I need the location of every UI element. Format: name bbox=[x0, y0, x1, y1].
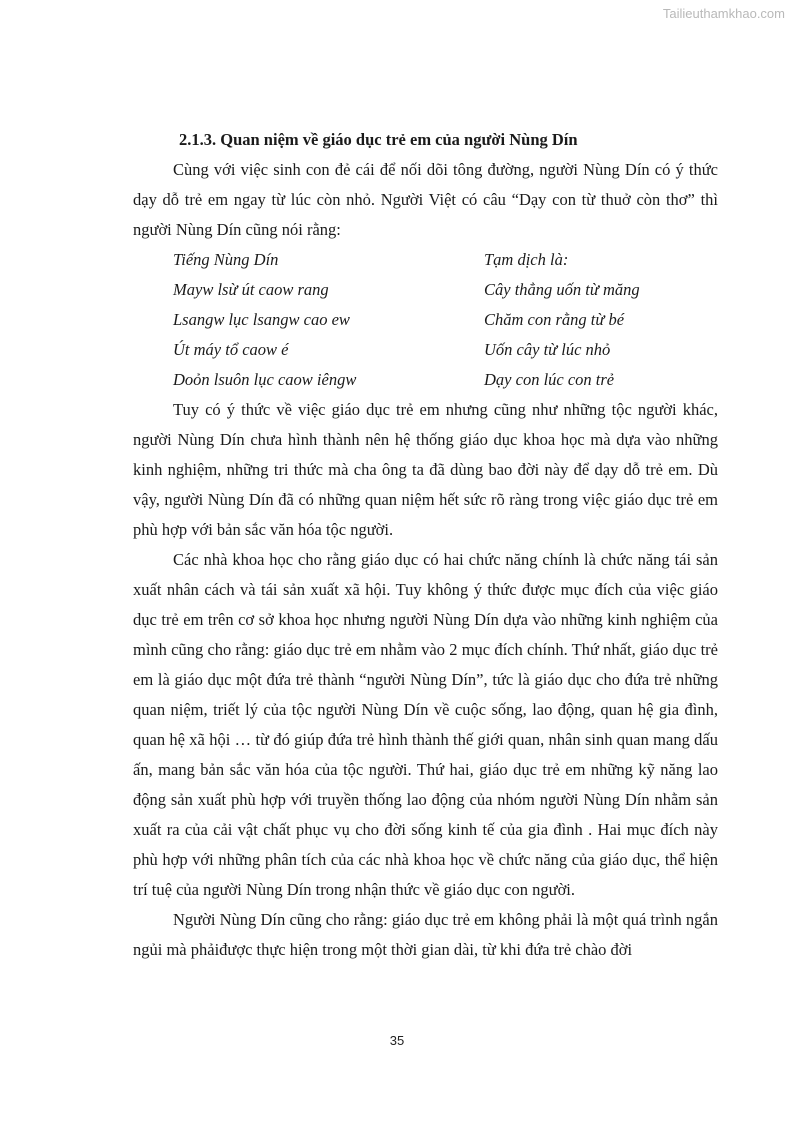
document-body bbox=[133, 125, 718, 965]
poem-original-line: Lsangw lục lsangw cao ew bbox=[173, 310, 350, 329]
poem-translation-line: Cây thẳng uốn từ măng bbox=[484, 280, 640, 299]
poem-original-line: Tiếng Nùng Dín bbox=[173, 250, 279, 269]
poem-translation-line: Dạy con lúc con trẻ bbox=[484, 370, 615, 389]
poem-row bbox=[133, 245, 718, 275]
page-number: 35 bbox=[389, 1033, 405, 1048]
poem-table bbox=[133, 245, 718, 395]
poem-row bbox=[133, 335, 718, 365]
body-paragraph: Các nhà khoa học cho rằng giáo dục có hai chức năng chính là chức năng tái sản xuất nhân cách và tái sản xuất xã hội. Tuy không ý thức được mục đích của việc giáo dục trẻ em trên cơ sở khoa học nhưng người Nùng Dín dựa vào những kinh nghiệm của mình cũng cho rằng: giáo dục trẻ em nhằm vào 2 mục đích chính. Thứ nhất, giáo dục trẻ em là giáo dục một đứa trẻ thành “người Nùng Dín”, tức là giáo dục cho đứa trẻ những quan niệm, triết lý của tộc người Nùng Dín về cuộc sống, lao động, quan hệ gia đình, quan hệ xã hội … từ đó giúp đứa trẻ hình thành thế giới quan, nhân sinh quan mang dấu ấn, mang bản sắc văn hóa của tộc người. Thứ hai, giáo dục trẻ em những kỹ năng lao động sản xuất phù hợp với truyền thống lao động của nhóm người Nùng Dín nhằm sản xuất ra của cải vật chất phục vụ cho đời sống kinh tế của gia đình . Hai mục đích này phù hợp với những phân tích của các nhà khoa học về chức năng của giáo dục, thể hiện trí tuệ của người Nùng Dín trong nhận thức về giáo dục con người. bbox=[133, 550, 718, 899]
poem-row bbox=[133, 365, 718, 395]
intro-paragraph: Cùng với việc sinh con đẻ cái để nối dõi tông đường, người Nùng Dín có ý thức dạy dỗ trẻ em ngay từ lúc còn nhỏ. Người Việt có câu “Dạy con từ thuở còn thơ” thì người Nùng Dín cũng nói rằng: bbox=[133, 160, 718, 239]
poem-original-line: Mayw lsừ út caow rang bbox=[173, 280, 329, 299]
body-paragraph: Người Nùng Dín cũng cho rằng: giáo dục trẻ em không phải là một quá trình ngắn ngủi mà phảiđược thực hiện trong một thời gian dài, từ khi đứa trẻ chào đời bbox=[133, 910, 718, 959]
poem-row bbox=[133, 305, 718, 335]
poem-row bbox=[133, 275, 718, 305]
poem-original-line: Út máy tổ caow é bbox=[173, 340, 289, 359]
poem-translation-line: Tạm dịch là: bbox=[484, 250, 569, 269]
poem-translation-line: Uốn cây từ lúc nhỏ bbox=[484, 340, 611, 359]
poem-original-line: Doỏn lsuôn lục caow iêngw bbox=[173, 370, 357, 389]
body-paragraph: Tuy có ý thức về việc giáo dục trẻ em nhưng cũng như những tộc người khác, người Nùng Dín chưa hình thành nên hệ thống giáo dục khoa học mà dựa vào những kinh nghiệm, những tri thức mà cha ông ta đã dùng bao đời này để dạy dỗ trẻ em. Dù vậy, người Nùng Dín đã có những quan niệm hết sức rõ ràng trong việc giáo dục trẻ em phù hợp với bản sắc văn hóa tộc người. bbox=[133, 400, 718, 539]
section-heading: 2.1.3. Quan niệm về giáo dục trẻ em của người Nùng Dín bbox=[179, 130, 578, 149]
watermark: Tailieuthamkhao.com bbox=[662, 6, 785, 21]
poem-translation-line: Chăm con rằng từ bé bbox=[484, 310, 625, 329]
